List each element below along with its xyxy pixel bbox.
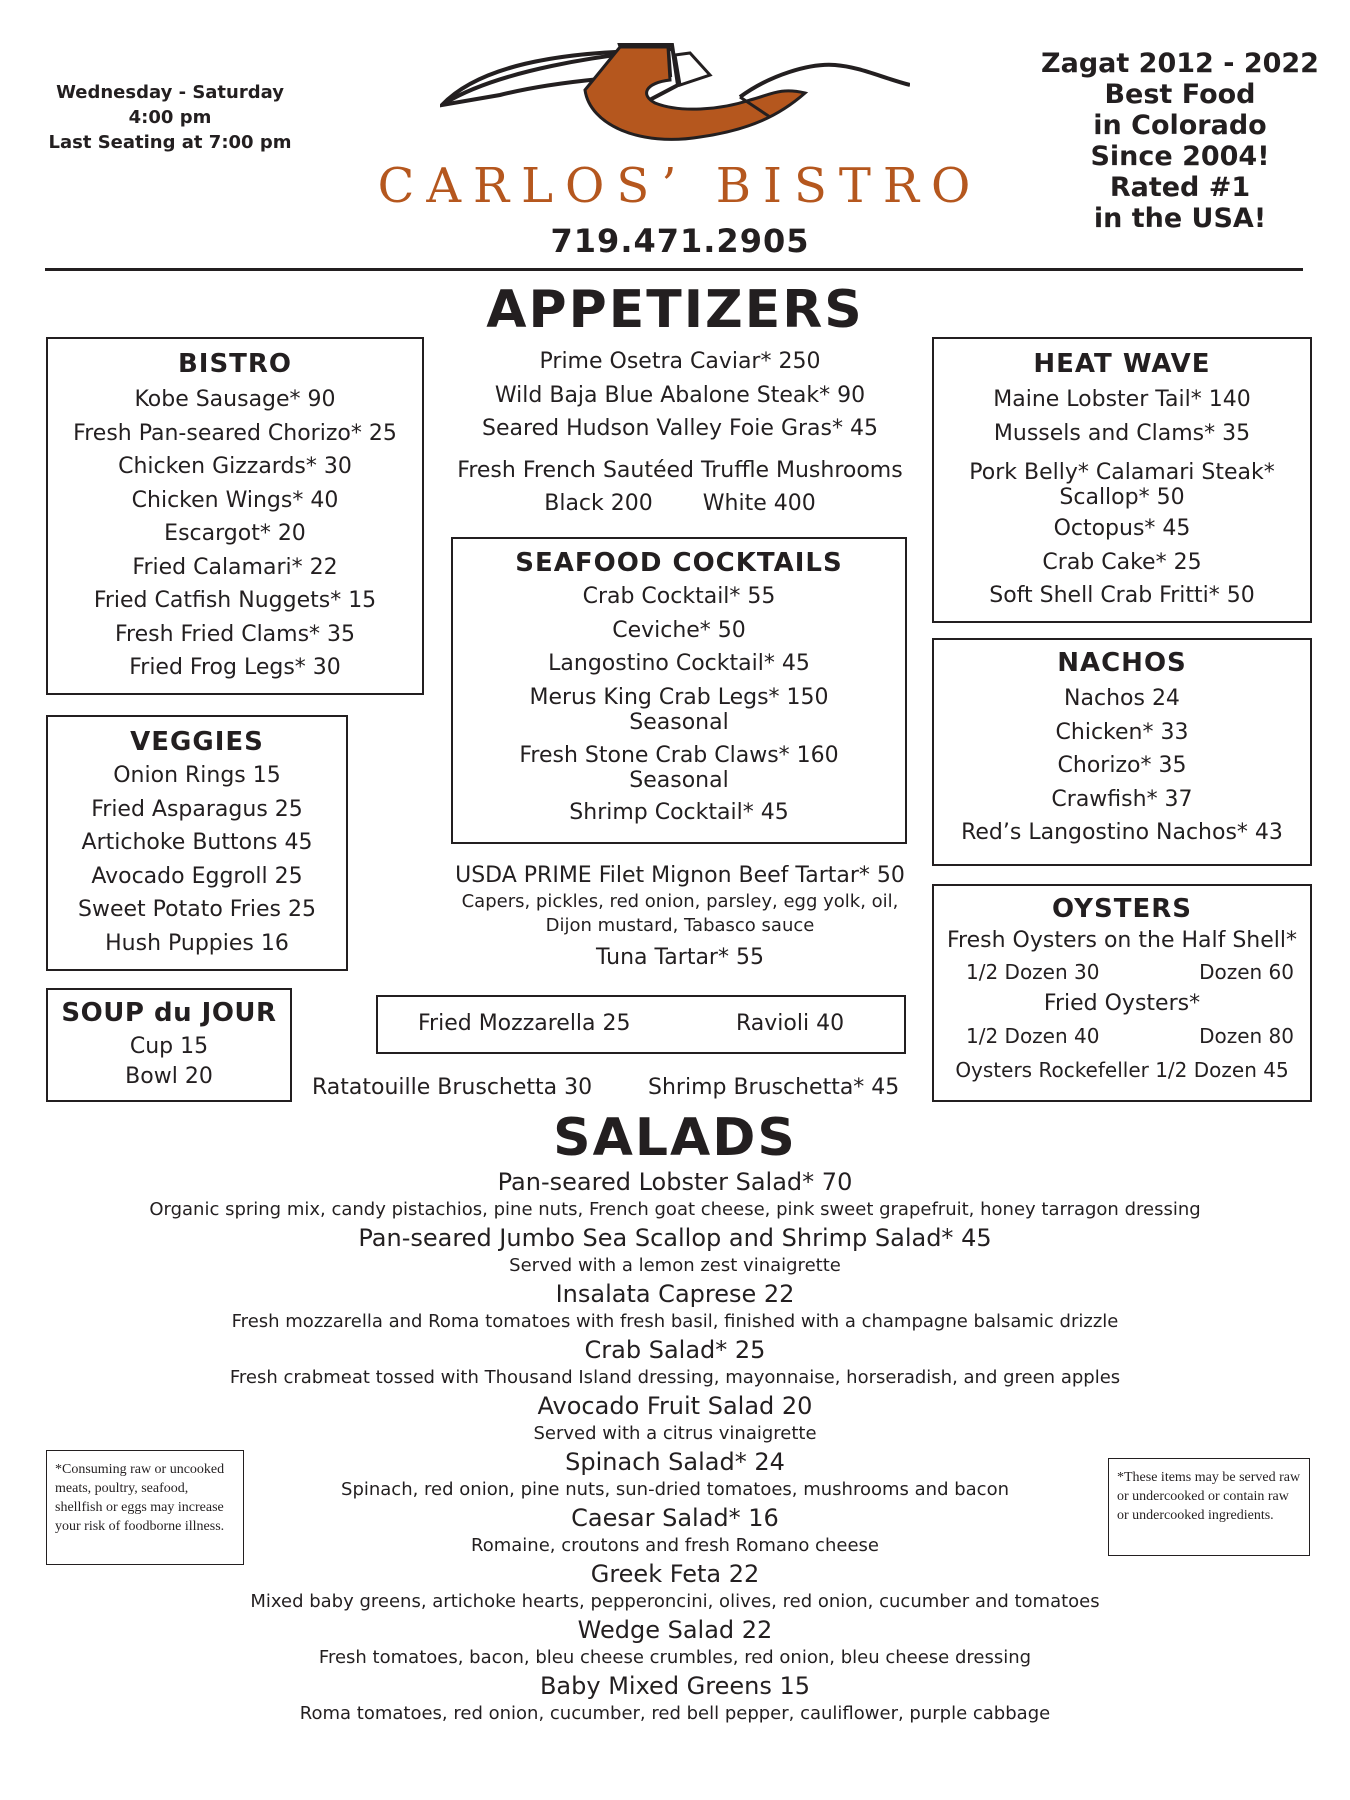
salad-desc: Organic spring mix, candy pistachios, pine nuts, French goat cheese, pink sweet grapefruit, honey tarragon dressing — [149, 1199, 1201, 1220]
menu-item: Fried Asparagus 25 — [91, 796, 303, 822]
menu-item: Ceviche* 50 — [612, 617, 746, 643]
seafood-title: SEAFOOD COCKTAILS — [515, 548, 843, 578]
hours-last-seating: Last Seating at 7:00 pm — [48, 132, 292, 153]
zagat-line: in Colorado — [1093, 110, 1267, 141]
menu-item: Pork Belly* Calamari Steak* — [969, 460, 1275, 485]
tartar-desc: Dijon mustard, Tabasco sauce — [545, 915, 815, 936]
menu-item: Avocado Eggroll 25 — [91, 863, 303, 889]
menu-item: Nachos 24 — [1064, 686, 1180, 711]
salad-desc: Mixed baby greens, artichoke hearts, pepperoncini, olives, red onion, cucumber and tomatoes — [250, 1591, 1100, 1612]
menu-item: Langostino Cocktail* 45 — [548, 651, 810, 676]
heat-wave-items — [934, 383, 1310, 450]
truffle-prices — [430, 487, 930, 520]
menu-item: Fried Catfish Nuggets* 15 — [93, 588, 377, 613]
salad-desc: Romaine, croutons and fresh Romano cheese — [471, 1535, 879, 1556]
price-half-dozen: 1/2 Dozen 30 — [966, 960, 1100, 984]
menu-item: Fresh Fried Clams* 35 — [114, 621, 356, 647]
heat-wave-box — [932, 337, 1312, 623]
menu-item: Shrimp Cocktail* 45 — [569, 799, 789, 825]
fried-oyster-prices — [934, 1022, 1310, 1050]
zagat-line: Rated #1 — [1109, 172, 1251, 203]
menu-item: Merus King Crab Legs* 150 — [529, 684, 829, 710]
brand-name: CARLOS’ BISTRO — [377, 158, 983, 214]
salad-desc: Fresh crabmeat tossed with Thousand Island dressing, mayonnaise, horseradish, and green apples — [229, 1367, 1121, 1388]
menu-item: Fresh Pan-seared Chorizo* 25 — [73, 420, 397, 446]
menu-item: Prime Osetra Caviar* 250 — [539, 349, 821, 374]
truffle-black: Black 200 — [544, 491, 653, 516]
menu-item: Scallop* 50 — [1059, 485, 1185, 510]
soup-box — [46, 988, 292, 1102]
salad-name: Baby Mixed Greens 15 — [539, 1672, 811, 1700]
salad-desc: Spinach, red onion, pine nuts, sun-dried tomatoes, mushrooms and bacon — [341, 1479, 1009, 1500]
menu-item: Hush Puppies 16 — [105, 930, 289, 956]
price-half-dozen: 1/2 Dozen 40 — [966, 1024, 1100, 1048]
salad-name: Wedge Salad 22 — [577, 1616, 773, 1644]
menu-item: Oysters Rockefeller 1/2 Dozen 45 — [955, 1058, 1289, 1082]
bistro-box — [46, 337, 424, 695]
nachos-items — [934, 682, 1310, 850]
hours-days: Wednesday - Saturday — [56, 82, 284, 103]
menu-item: Crawfish* 37 — [1051, 786, 1193, 812]
nachos-box — [932, 638, 1312, 866]
appetizers-heading: APPETIZERS — [486, 280, 864, 340]
salad-name: Pan-seared Jumbo Sea Scallop and Shrimp Salad* 45 — [358, 1224, 992, 1252]
heat-wave-items-2 — [934, 512, 1310, 613]
oysters-title: OYSTERS — [1052, 894, 1192, 924]
soup-title: SOUP du JOUR — [61, 998, 277, 1028]
menu-item: Tuna Tartar* 55 — [596, 945, 764, 970]
salad-name: Insalata Caprese 22 — [555, 1280, 795, 1308]
menu-item: Red’s Langostino Nachos* 43 — [961, 820, 1283, 845]
mozzarella-box — [376, 995, 906, 1054]
menu-item: Sweet Potato Fries 25 — [78, 897, 316, 922]
truffle-block — [430, 454, 930, 520]
price-dozen: Dozen 80 — [1199, 1024, 1294, 1048]
salads-heading: SALADS — [553, 1108, 797, 1168]
bistro-title: BISTRO — [177, 349, 293, 379]
undercooked-note: *These items may be served raw or undercooked or contain raw or undercooked ingredients. — [1108, 1458, 1310, 1556]
menu-item: Chicken* 33 — [1055, 719, 1189, 745]
menu-item: Fried Frog Legs* 30 — [129, 655, 341, 680]
salad-name: Caesar Salad* 16 — [571, 1504, 779, 1532]
salad-desc: Roma tomatoes, red onion, cucumber, red bell pepper, cauliflower, purple cabbage — [299, 1703, 1051, 1724]
bistro-logo — [440, 35, 910, 150]
menu-item: Ravioli 40 — [736, 1011, 845, 1036]
oysters-box — [932, 884, 1312, 1102]
half-shell-prices — [934, 958, 1310, 986]
seafood-box — [451, 537, 907, 844]
hours-time: 4:00 pm — [128, 107, 212, 128]
menu-item: Crab Cake* 25 — [1042, 549, 1202, 575]
salad-name: Greek Feta 22 — [590, 1560, 760, 1588]
truffle-white: White 400 — [702, 491, 816, 516]
menu-item: Fresh Stone Crab Claws* 160 — [519, 742, 839, 768]
phone-number: 719.471.2905 — [550, 222, 810, 260]
menu-item: Crab Cocktail* 55 — [582, 584, 776, 609]
zagat-block — [1030, 48, 1330, 234]
menu-item: Fried Mozzarella 25 — [418, 1011, 631, 1036]
menu-item: Onion Rings 15 — [113, 763, 281, 788]
menu-item: Chicken Wings* 40 — [131, 487, 339, 513]
menu-item: USDA PRIME Filet Mignon Beef Tartar* 50 — [455, 863, 905, 888]
menu-item: Fried Calamari* 22 — [132, 554, 338, 580]
salad-name: Pan-seared Lobster Salad* 70 — [497, 1168, 853, 1196]
salad-name: Spinach Salad* 24 — [565, 1448, 785, 1476]
nachos-title: NACHOS — [1057, 648, 1187, 678]
salad-name: Crab Salad* 25 — [584, 1336, 766, 1364]
veggies-items — [48, 759, 346, 960]
salad-name: Avocado Fruit Salad 20 — [537, 1392, 813, 1420]
menu-item: Maine Lobster Tail* 140 — [993, 387, 1251, 412]
hours-block — [40, 80, 300, 155]
veggies-box — [46, 715, 348, 971]
veggies-title: VEGGIES — [130, 727, 264, 757]
zagat-line: Best Food — [1104, 79, 1256, 110]
seafood-items — [453, 580, 905, 681]
menu-item: Seared Hudson Valley Foie Gras* 45 — [482, 416, 878, 441]
menu-item: Cup 15 — [129, 1034, 209, 1059]
seasonal-note: Seasonal — [629, 767, 729, 793]
menu-item: Kobe Sausage* 90 — [134, 387, 336, 412]
raw-food-warning: *Consuming raw or uncooked meats, poultry, seafood, shellfish or eggs may increase your risk of foodborne illness. — [46, 1450, 244, 1565]
salad-desc: Fresh tomatoes, bacon, bleu cheese crumbles, red onion, bleu cheese dressing — [318, 1647, 1032, 1668]
menu-item: Octopus* 45 — [1053, 516, 1191, 541]
salad-desc: Served with a citrus vinaigrette — [533, 1423, 817, 1444]
price-dozen: Dozen 60 — [1199, 960, 1294, 984]
menu-item: Escargot* 20 — [164, 521, 306, 546]
menu-item: Fried Oysters* — [1043, 991, 1201, 1016]
salad-desc: Fresh mozzarella and Roma tomatoes with fresh basil, finished with a champagne balsamic drizzle — [231, 1311, 1119, 1332]
menu-item: Chicken Gizzards* 30 — [118, 454, 352, 479]
menu-item: Mussels and Clams* 35 — [993, 420, 1251, 446]
menu-item: Ratatouille Bruschetta 30 — [312, 1075, 593, 1100]
tartar-block — [380, 862, 980, 976]
center-specials — [430, 345, 930, 446]
menu-item: Soft Shell Crab Fritti* 50 — [989, 583, 1255, 608]
menu-item: Chorizo* 35 — [1057, 753, 1187, 778]
salad-desc: Served with a lemon zest vinaigrette — [509, 1255, 841, 1276]
header-divider — [45, 268, 1303, 271]
tartar-desc: Capers, pickles, red onion, parsley, egg yolk, oil, — [461, 891, 899, 912]
menu-item: Fresh Oysters on the Half Shell* — [946, 928, 1298, 953]
seasonal-note: Seasonal — [629, 709, 729, 735]
soup-items — [48, 1032, 290, 1092]
zagat-years: Zagat 2012 - 2022 — [1041, 48, 1319, 79]
zagat-line: Since 2004! — [1090, 141, 1270, 172]
salads-list — [75, 1166, 1275, 1726]
menu-item: Wild Baja Blue Abalone Steak* 90 — [494, 382, 866, 408]
menu-item: Shrimp Bruschetta* 45 — [648, 1075, 900, 1100]
bistro-items — [48, 383, 422, 685]
zagat-line: in the USA! — [1093, 203, 1267, 234]
menu-item: Artichoke Buttons 45 — [81, 830, 313, 855]
menu-item: Fresh French Sautéed Truffle Mushrooms — [457, 458, 903, 483]
menu-item: Bowl 20 — [125, 1064, 213, 1089]
heat-wave-title: HEAT WAVE — [1033, 349, 1211, 379]
